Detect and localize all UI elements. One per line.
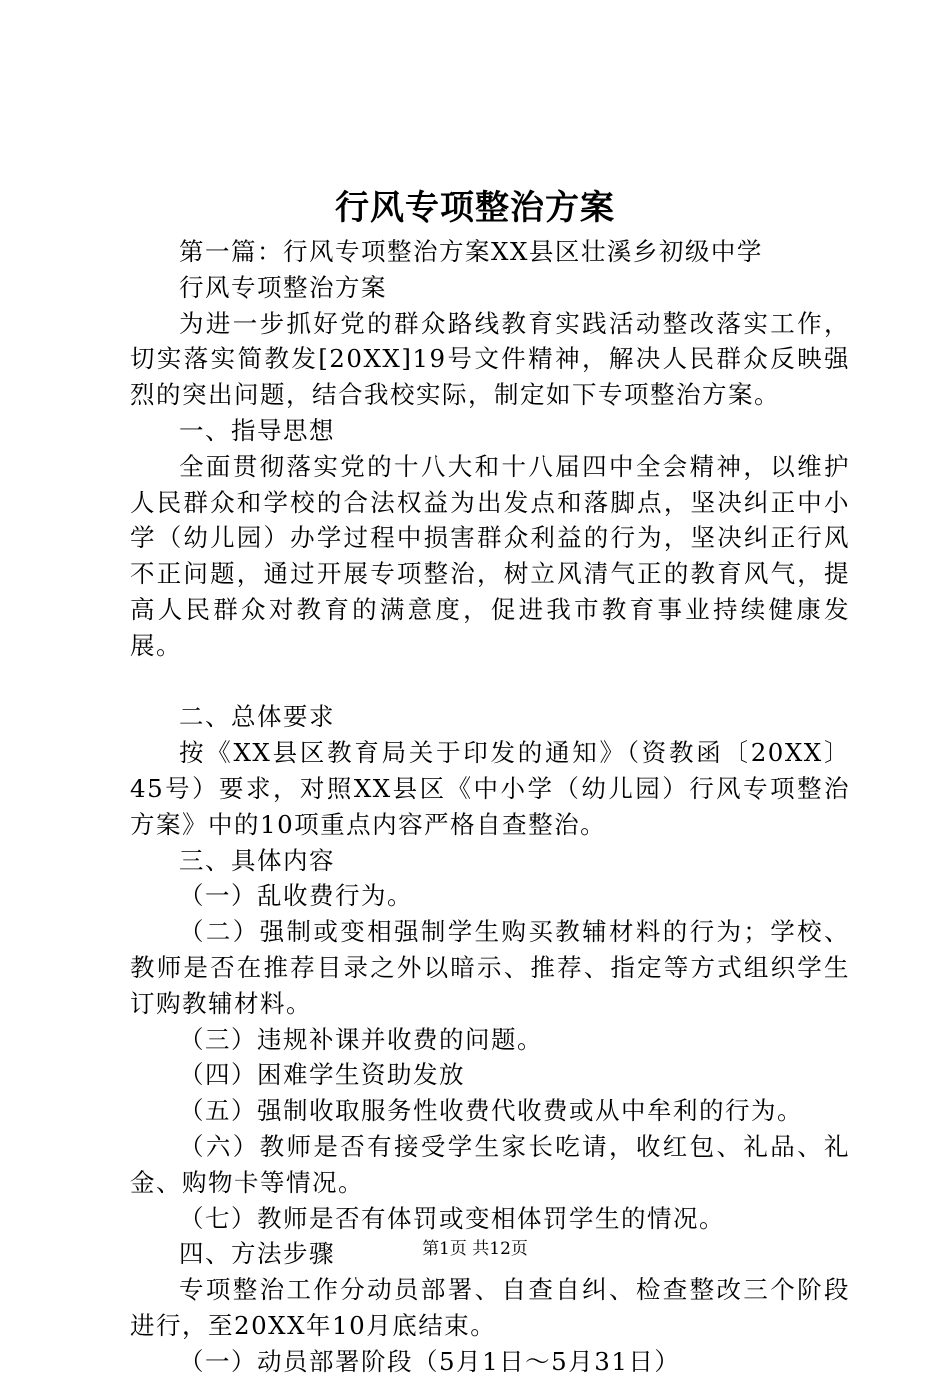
document-title: 行风专项整治方案 [335, 188, 615, 228]
list-item-6: （六）教师是否有接受学生家长吃请，收红包、礼品、礼金、购物卡等情况。 [130, 1131, 850, 1197]
list-item-5: （五）强制收取服务性收费代收费或从中牟利的行为。 [179, 1096, 803, 1126]
paragraph-2: 行风专项整治方案 [179, 272, 387, 302]
page-footer: 第1页 共12页 [422, 1239, 528, 1259]
paragraph-3: 为进一步抓好党的群众路线教育实践活动整改落实工作，切实落实简教发[20XX]19号文件精神，解决人民群众反映强烈的突出问题，结合我校实际，制定如下专项整治方案。 [130, 308, 850, 410]
list-item-3: （三）违规补课并收费的问题。 [179, 1024, 543, 1054]
paragraph-6: 专项整治工作分动员部署、自查自纠、检查整改三个阶段进行，至20XX年10月底结束。 [130, 1275, 850, 1340]
paragraph-4: 全面贯彻落实党的十八大和十八届四中全会精神，以维护人民群众和学校的合法权益为出发点和落脚点，坚决纠正中小学（幼儿园）办学过程中损害群众利益的行为，坚决纠正行风不正问题，通过开展专项整治，树立风清气正的教育风气，提高人民群众对教育的满意度，促进我市教育事业持续健康发展。 [130, 451, 850, 660]
list-item-2: （二）强制或变相强制学生购买教辅材料的行为；学校、教师是否在推荐目录之外以暗示、推荐、指定等方式组织学生订购教辅材料。 [130, 917, 850, 1018]
paragraph-1: 第一篇：行风专项整治方案XX县区壮溪乡初级中学 [179, 237, 763, 266]
section-heading-4: 四、方法步骤 [179, 1239, 335, 1269]
list-item-4: （四）困难学生资助发放 [179, 1060, 465, 1090]
document-body [130, 234, 850, 1380]
section-heading-1: 一、指导思想 [179, 415, 335, 445]
paragraph-5: 按《XX县区教育局关于印发的通知》（资教函〔20XX〕45号）要求，对照XX县区《中小学（幼儿园）行风专项整治方案》中的10项重点内容严格自查整治。 [130, 738, 850, 839]
section-heading-2: 二、总体要求 [179, 702, 335, 732]
section-heading-3: 三、具体内容 [179, 845, 335, 875]
list-item-1: （一）乱收费行为。 [179, 881, 413, 911]
blank-line [130, 664, 850, 700]
list-item-stage-1: （一）动员部署阶段（5月1日～5月31日） [179, 1346, 681, 1376]
list-item-7: （七）教师是否有体罚或变相体罚学生的情况。 [179, 1203, 725, 1233]
